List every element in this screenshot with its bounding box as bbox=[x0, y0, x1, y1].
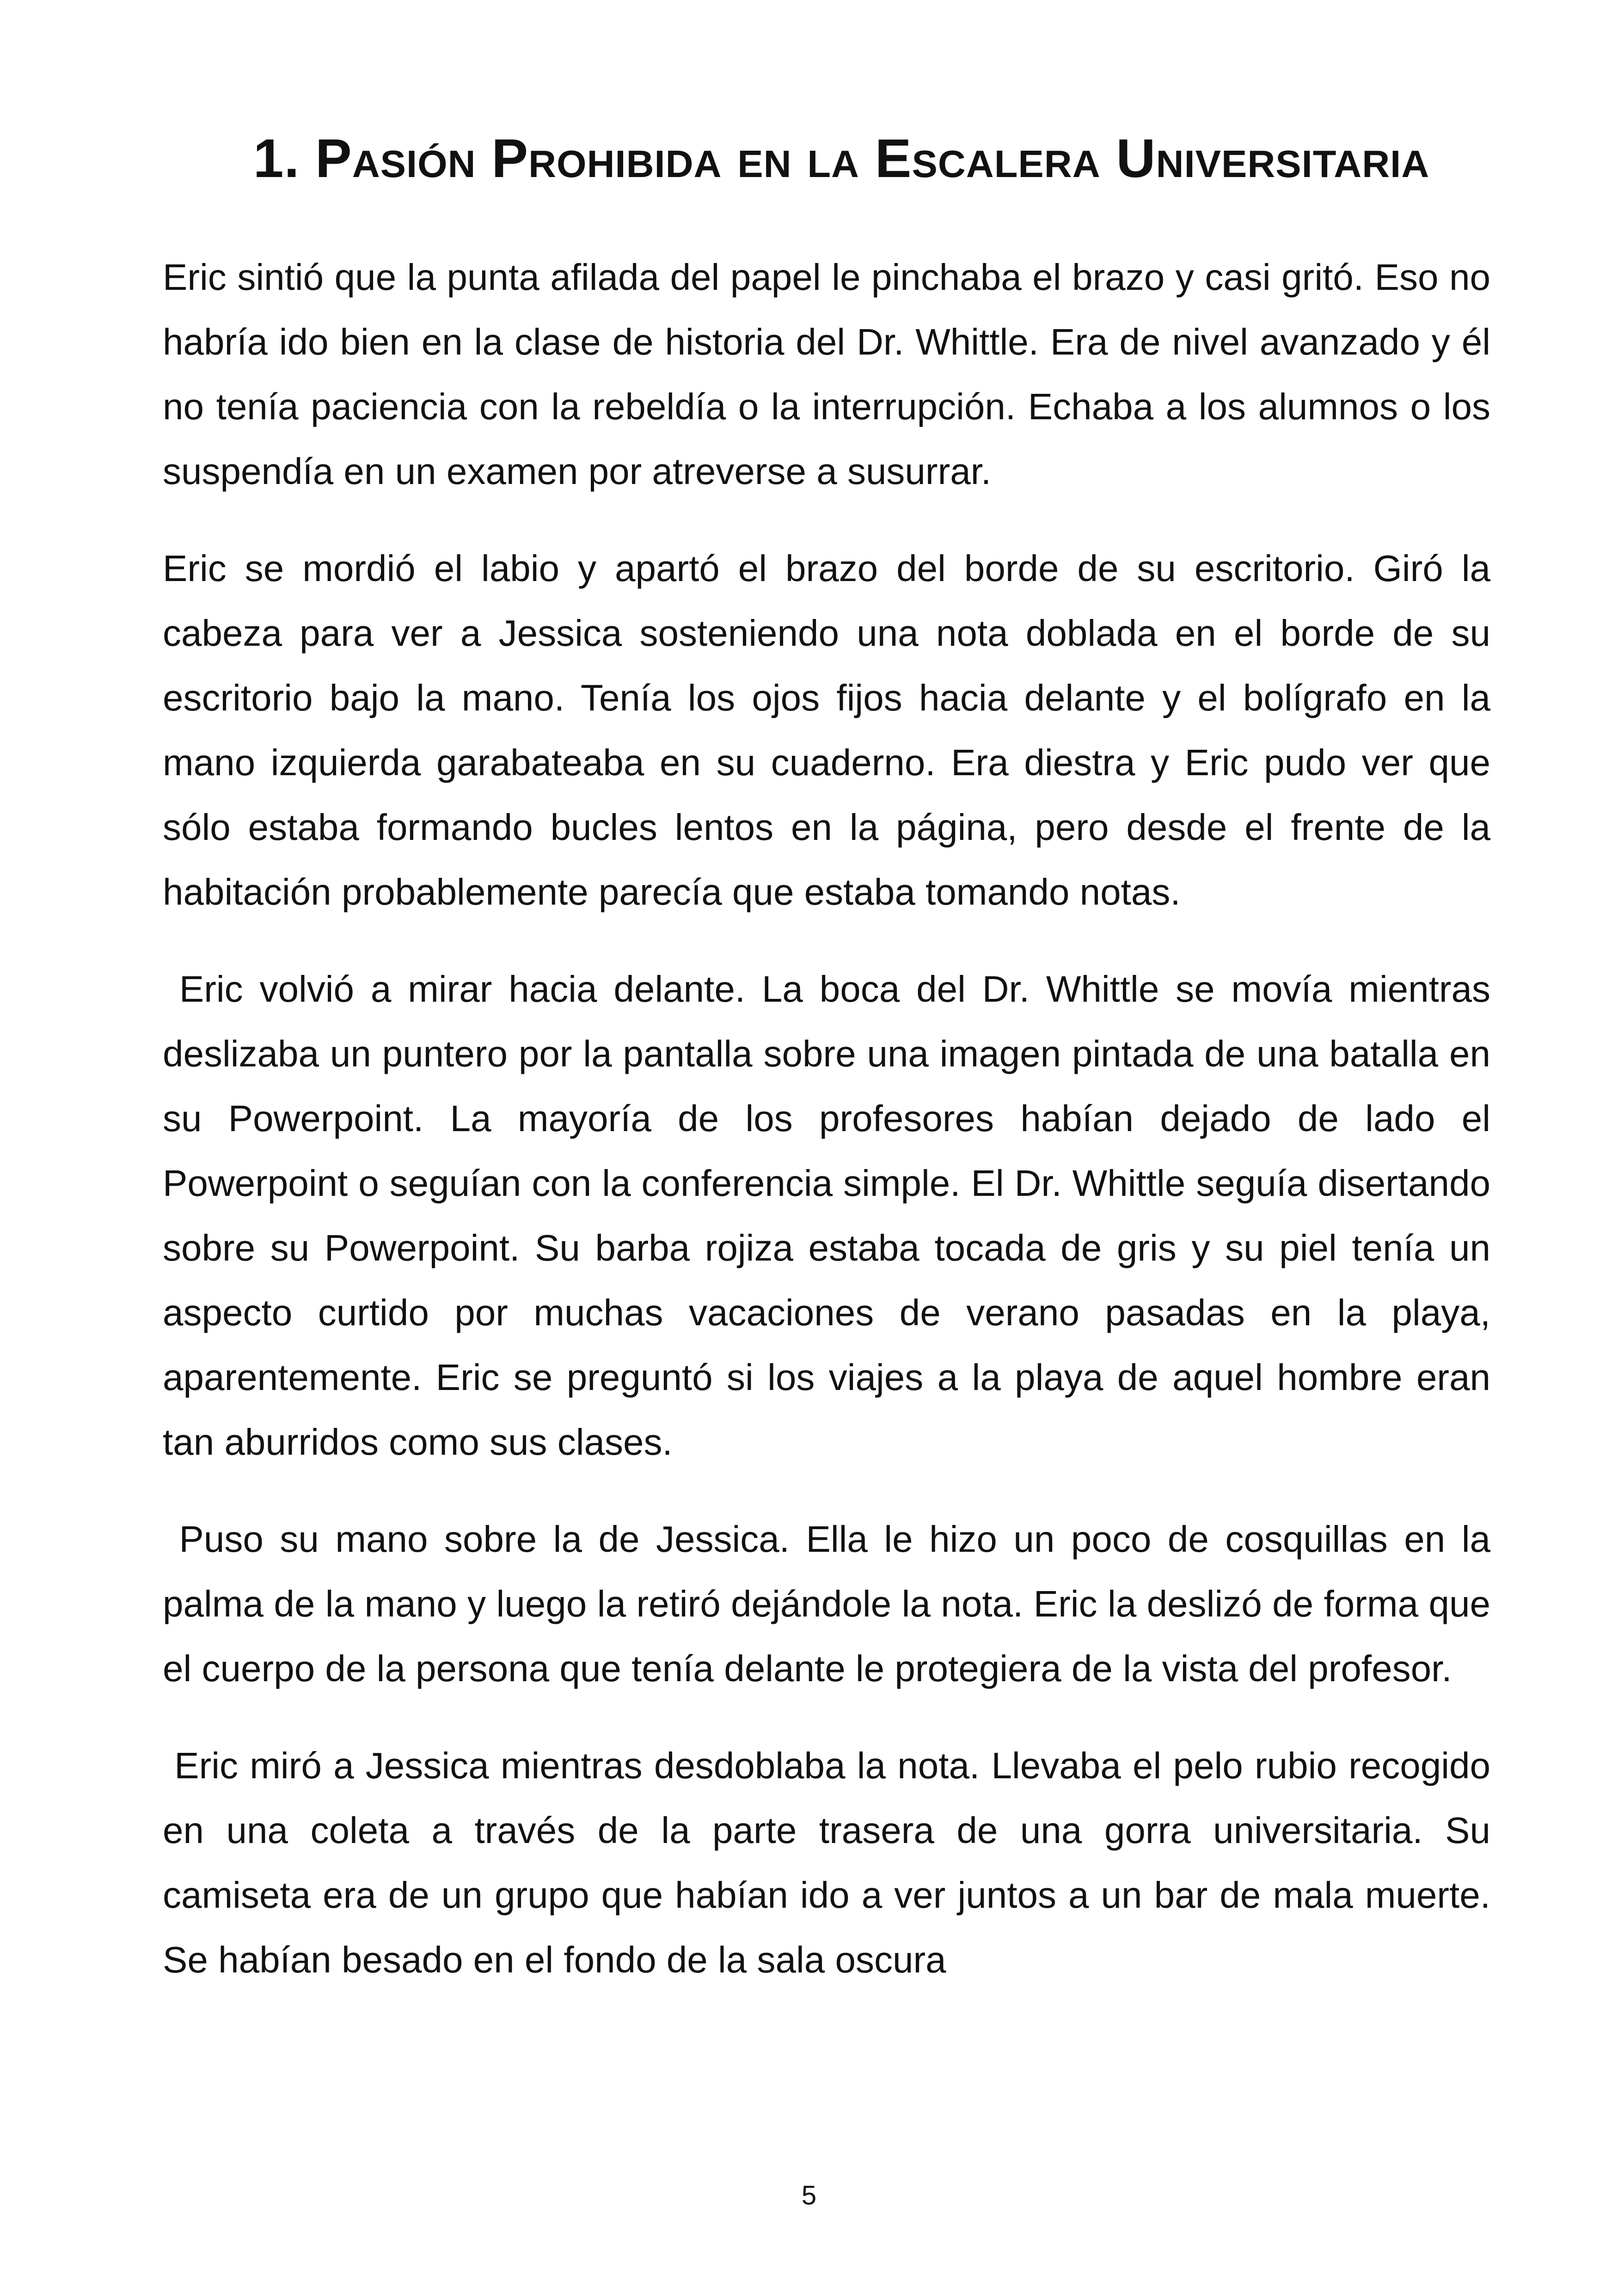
paragraph: Eric miró a Jessica mientras desdoblaba la nota. Llevaba el pelo rubio recogido en una coleta a través de la parte trasera de una gorra universitaria. Su camiseta era de un grupo que habían ido a ver juntos a un bar de mala muerte. Se habían besado en el fondo de la sala oscura bbox=[163, 1745, 1501, 1980]
page-number: 5 bbox=[801, 2180, 817, 2210]
paragraph: Eric volvió a mirar hacia delante. La boca del Dr. Whittle se movía mientras deslizaba un puntero por la pantalla sobre una imagen pintada de una batalla en su Powerpoint. La mayoría de los profesores habían dejado de lado el Powerpoint o seguían con la conferencia simple. El Dr. Whittle seguía disertando sobre su Powerpoint. Su barba rojiza estaba tocada de gris y su piel tenía un aspecto curtido por muchas vacaciones de verano pasadas en la playa, aparentemente. Eric se preguntó si los viajes a la playa de aquel hombre eran tan aburridos como sus clases. bbox=[163, 968, 1501, 1463]
chapter-title: 1. Pasión Prohibida en la Escalera Universitaria bbox=[253, 128, 1430, 189]
paragraph: Eric sintió que la punta afilada del papel le pinchaba el brazo y casi gritó. Eso no habría ido bien en la clase de historia del Dr. Whittle. Era de nivel avanzado y él no tenía paciencia con la rebeldía o la interrupción. Echaba a los alumnos o los suspendía en un examen por atreverse a susurrar. bbox=[163, 257, 1501, 492]
paragraph: Puso su mano sobre la de Jessica. Ella le hizo un poco de cosquillas en la palma de la mano y luego la retiró dejándole la nota. Eric la deslizó de forma que el cuerpo de la persona que tenía delante le protegiera de la vista del profesor. bbox=[163, 1518, 1501, 1689]
paragraph: Eric se mordió el labio y apartó el brazo del borde de su escritorio. Giró la cabeza para ver a Jessica sosteniendo una nota doblada en el borde de su escritorio bajo la mano. Tenía los ojos fijos hacia delante y el bolígrafo en la mano izquierda garabateaba en su cuaderno. Era diestra y Eric pudo ver que sólo estaba formando bucles lentos en la página, pero desde el frente de la habitación probablemente parecía que estaba tomando notas. bbox=[163, 548, 1501, 912]
body-text bbox=[163, 245, 1501, 2025]
